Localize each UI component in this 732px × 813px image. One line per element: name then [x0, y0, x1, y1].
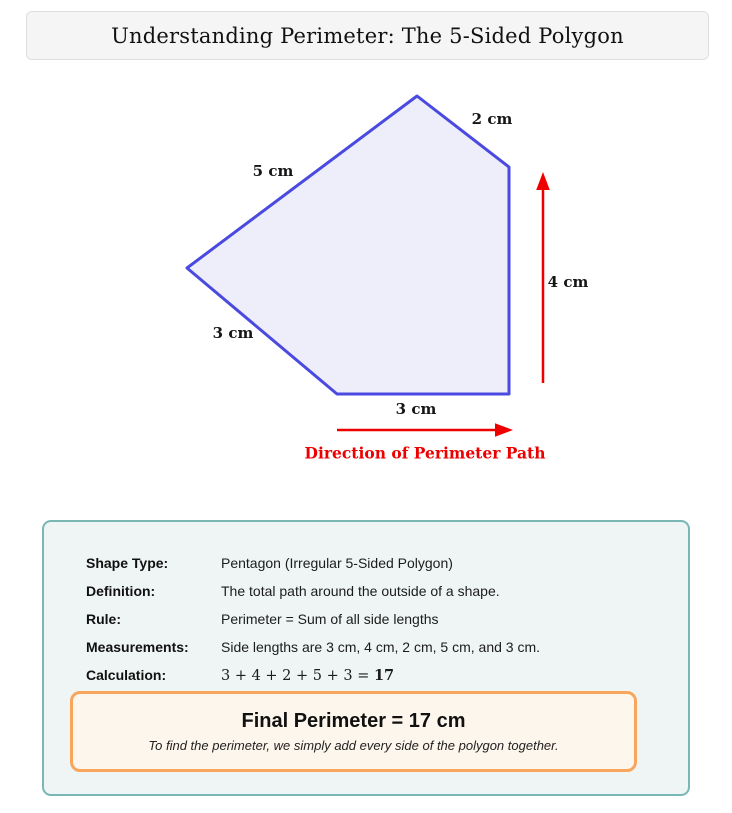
info-rows	[86, 549, 668, 689]
info-row-shape-type	[86, 549, 668, 577]
shape-type-label: Shape Type:	[86, 555, 169, 571]
rule-value: Perimeter = Sum of all side lengths	[221, 611, 439, 627]
calculation-value	[221, 667, 394, 684]
right-arrow	[337, 423, 513, 437]
direction-of-perimeter-label: Direction of Perimeter Path	[304, 443, 546, 463]
side-label-2cm: 2 cm	[471, 110, 513, 128]
side-label-3cm-bottom: 3 cm	[395, 400, 437, 418]
measurements-label: Measurements:	[86, 639, 189, 655]
info-row-rule	[86, 605, 668, 633]
final-perimeter-box	[70, 691, 637, 772]
page-title: Understanding Perimeter: The 5-Sided Polygon	[111, 23, 624, 48]
calculation-label: Calculation:	[86, 667, 167, 683]
final-perimeter-note: To find the perimeter, we simply add every side of the polygon together.	[148, 738, 559, 753]
rule-label: Rule:	[86, 611, 121, 627]
definition-label: Definition:	[86, 583, 156, 599]
side-label-5cm: 5 cm	[252, 162, 294, 180]
info-row-measurements	[86, 633, 668, 661]
info-row-definition	[86, 577, 668, 605]
definition-value: The total path around the outside of a shape.	[221, 583, 500, 599]
calculation-expression: 3 + 4 + 2 + 5 + 3 =	[221, 667, 374, 684]
measurements-value: Side lengths are 3 cm, 4 cm, 2 cm, 5 cm, and 3 cm.	[221, 639, 541, 655]
side-label-3cm-left: 3 cm	[212, 324, 254, 342]
shape-type-value: Pentagon (Irregular 5-Sided Polygon)	[221, 555, 453, 571]
info-row-calculation	[86, 661, 668, 689]
calculation-result: 17	[373, 666, 395, 684]
info-panel	[42, 520, 690, 796]
final-perimeter-heading: Final Perimeter = 17 cm	[241, 710, 466, 732]
pentagon-shape	[187, 96, 509, 394]
side-label-4cm: 4 cm	[547, 273, 589, 291]
